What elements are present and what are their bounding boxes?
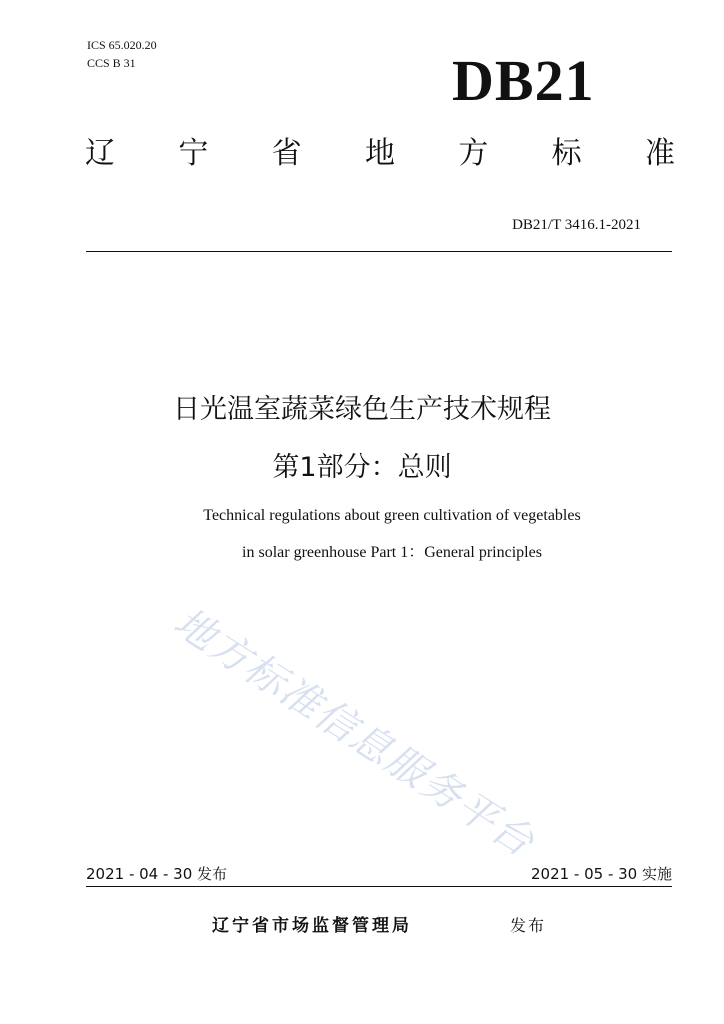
english-title-line1: Technical regulations about green cultivation of vegetables: [203, 507, 581, 524]
bottom-divider: [86, 886, 672, 887]
standard-type-char: 地: [364, 136, 395, 171]
standard-type-char: 辽: [85, 136, 115, 171]
issuing-authority: 辽宁省市场监督管理局: [212, 916, 412, 936]
ccs-code: CCS B 31: [87, 56, 136, 70]
implementation-date: 2021 - 05 - 30 实施: [530, 865, 672, 883]
standard-type-char: 宁: [178, 136, 209, 171]
document-subtitle: 第1部分：总则: [272, 452, 452, 483]
standard-type-char: 准: [644, 136, 675, 171]
issue-date: 2021 - 04 - 30 发布: [86, 865, 228, 883]
standard-code-logo: DB21: [452, 48, 595, 113]
english-title-line2: in solar greenhouse Part 1：General principles: [242, 544, 542, 561]
watermark-text: 地方标准信息服务平台: [165, 599, 543, 867]
ics-code: ICS 65.020.20: [87, 38, 157, 52]
standard-type-char: 方: [458, 136, 489, 171]
standard-number: DB21/T 3416.1-2021: [512, 217, 641, 233]
top-divider: [86, 251, 672, 252]
standard-type-char: 省: [271, 136, 302, 171]
standard-type-heading: [85, 134, 675, 174]
document-title: 日光温室蔬菜绿色生产技术规程: [173, 394, 551, 425]
issue-label: 发布: [510, 916, 547, 935]
standard-type-char: 标: [551, 136, 582, 171]
